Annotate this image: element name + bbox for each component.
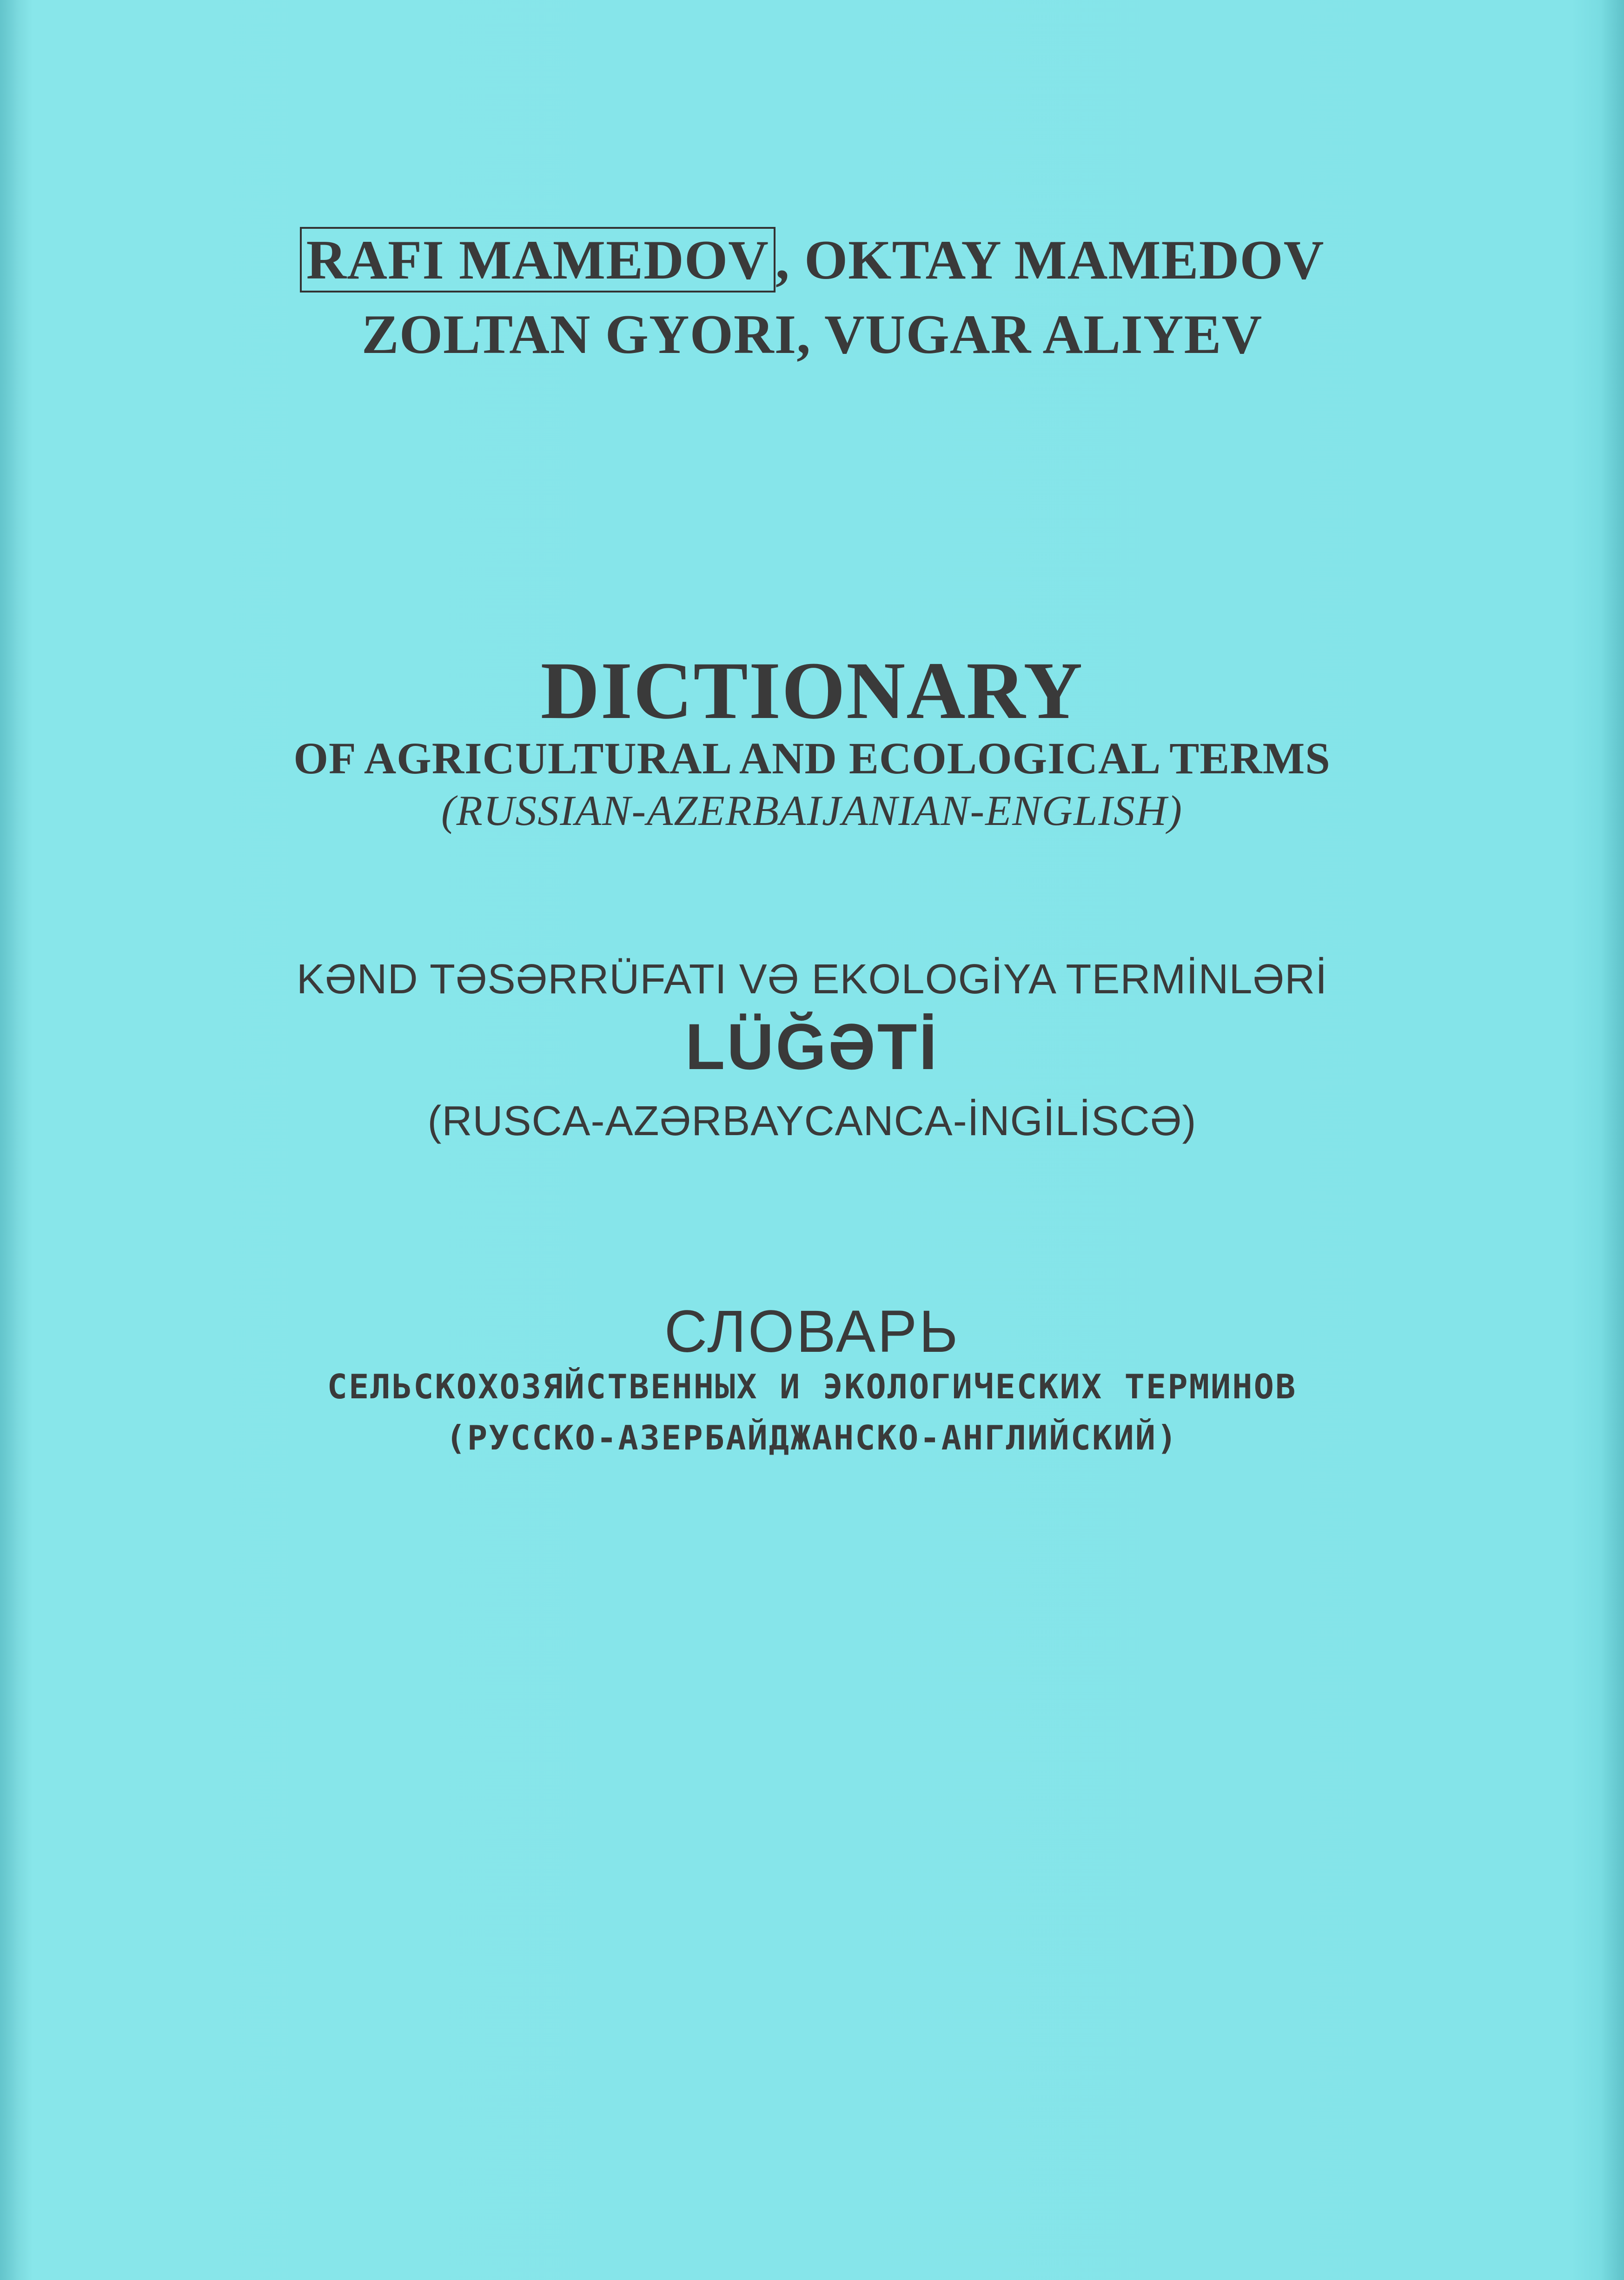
- azerbaijani-title: LÜĞƏTİ: [685, 1010, 939, 1083]
- authors-line-1: [0, 228, 1624, 292]
- azerbaijani-subtitle: KƏND TƏSƏRRÜFATI VƏ EKOLOGİYA TERMİNLƏRİ: [296, 956, 1328, 1003]
- english-languages: (RUSSIAN-AZERBAIJANIAN-ENGLISH): [441, 787, 1183, 834]
- russian-title: СЛОВАРЬ: [664, 1298, 960, 1365]
- boxed-author-name: RAFI MAMEDOV: [300, 227, 776, 292]
- english-title: DICTIONARY: [540, 645, 1084, 736]
- russian-subtitle: СЕЛЬСКОХОЗЯЙСТВЕННЫХ И ЭКОЛОГИЧЕСКИХ ТЕРМИНОВ: [327, 1367, 1297, 1406]
- authors-line-2: ZOLTAN GYORI, VUGAR ALIYEV: [361, 303, 1263, 365]
- english-subtitle: OF AGRICULTURAL AND ECOLOGICAL TERMS: [293, 733, 1331, 783]
- azerbaijani-languages: (RUSCA-AZƏRBAYCANCA-İNGİLİSCƏ): [427, 1098, 1197, 1144]
- authors-line-1-rest: , OKTAY MAMEDOV: [775, 229, 1325, 291]
- russian-languages: (РУССКО-АЗЕРБАЙДЖАНСКО-АНГЛИЙСКИЙ): [445, 1418, 1179, 1457]
